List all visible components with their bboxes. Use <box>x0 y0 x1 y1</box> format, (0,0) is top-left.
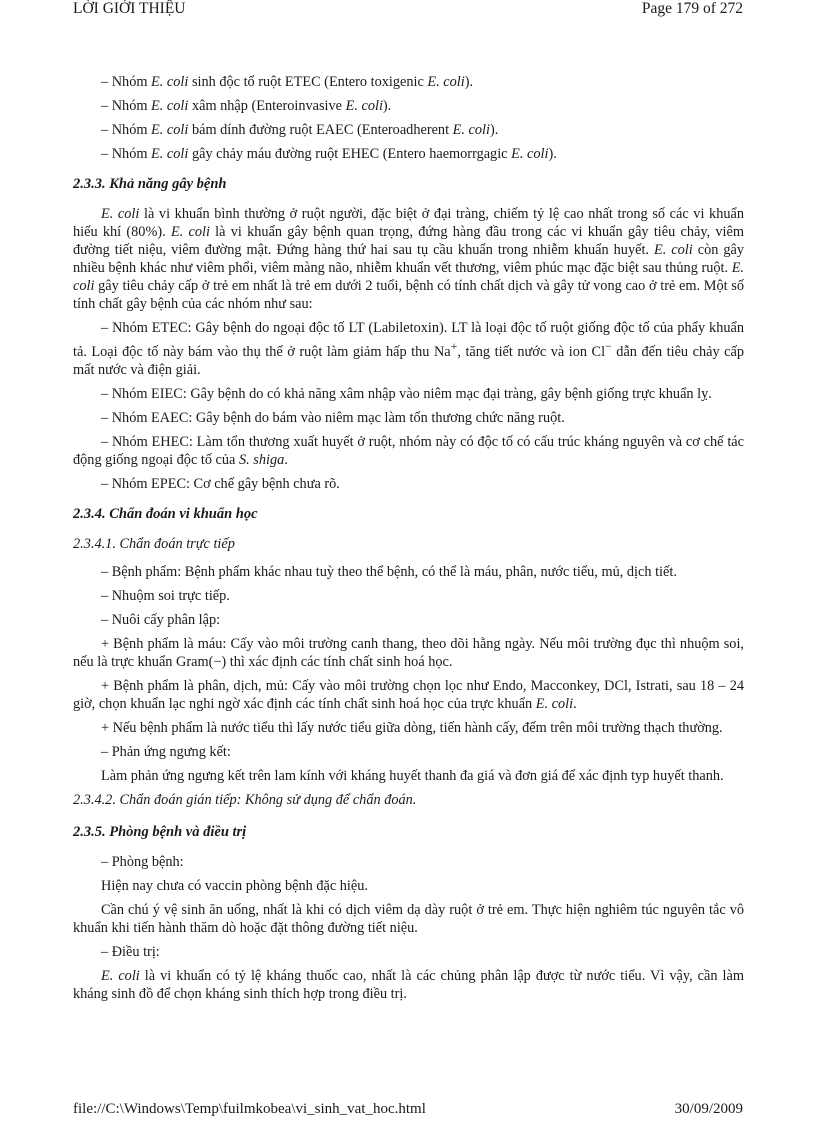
section-heading: 2.3.4. Chẩn đoán vi khuẩn học <box>73 505 258 522</box>
list-item: – Nhóm E. coli gây chảy máu đường ruột EHEC (Entero haemorrgagic E. coli). <box>101 146 557 162</box>
paragraph: – Nuôi cấy phân lập: <box>101 611 221 628</box>
paragraph: – Nhóm EIEC: Gây bệnh do có khả năng xâm nhập vào niêm mạc đại tràng, gây bệnh giống trực khuẩn lỵ. <box>101 385 712 402</box>
paragraph: – Điều trị: <box>101 943 160 960</box>
paragraph: – Nhóm ETEC: Gây bệnh do ngoại độc tố LT (Labiletoxin). LT là loại độc tố ruột giống độc tố của phẩy khuẩn tả. Loại độc tố này bám vào thụ thể ở ruột làm giảm hấp thu Na+, tăng tiết nước và ion Cl− dẫn đến tiêu chảy cấp mất nước và điện giải. <box>73 320 744 378</box>
list-item: – Nhóm E. coli sinh độc tố ruột ETEC (Entero toxigenic E. coli). <box>101 74 474 90</box>
paragraph: – Nhuộm soi trực tiếp. <box>101 587 230 604</box>
page-header <box>73 0 743 22</box>
paragraph: – Nhóm EHEC: Làm tổn thương xuất huyết ở ruột, nhóm này có độc tố có cấu trúc kháng nguyên và cơ chế tác động giống ngoại độc tố của S. shiga. <box>73 433 744 468</box>
paragraph: Cần chú ý vệ sinh ăn uống, nhất là khi có dịch viêm dạ dày ruột ở trẻ em. Thực hiện nghiêm túc nguyên tắc vô khuẩn khi tiến hành thăm dò hoặc đặt thông đường tiết niệu. <box>73 901 744 936</box>
paragraph: Hiện nay chưa có vaccin phòng bệnh đặc hiệu. <box>101 877 368 894</box>
header-title: LỜI GIỚI THIỆU <box>73 0 186 17</box>
paragraph: Làm phản ứng ngưng kết trên lam kính với kháng huyết thanh đa giá và đơn giá để xác định typ huyết thanh. <box>101 767 724 784</box>
paragraph: – Bệnh phẩm: Bệnh phẩm khác nhau tuỳ theo thể bệnh, có thể là máu, phân, nước tiểu, mủ, dịch tiết. <box>101 563 677 580</box>
paragraph: + Nếu bệnh phẩm là nước tiểu thì lấy nước tiểu giữa dòng, tiến hành cấy, đếm trên môi trường thạch thường. <box>101 719 723 736</box>
paragraph: E. coli là vi khuẩn có tỷ lệ kháng thuốc cao, nhất là các chủng phân lập được từ nước tiểu. Vì vậy, cần làm kháng sinh đồ để chọn kháng sinh thích hợp trong điều trị. <box>73 967 744 1002</box>
list-item: – Nhóm E. coli bám dính đường ruột EAEC (Enteroadherent E. coli). <box>101 122 499 138</box>
paragraph: + Bệnh phẩm là máu: Cấy vào môi trường canh thang, theo dõi hằng ngày. Nếu môi trường đục thì nhuộm soi, nếu là trực khuẩn Gram(−) thì xác định các tính chất sinh hoá học. <box>73 635 744 670</box>
file-path: file://C:\Windows\Temp\fuilmkobea\vi_sinh_vat_hoc.html <box>73 1101 426 1117</box>
subsection-heading: 2.3.4.2. Chẩn đoán gián tiếp: Không sử dụng để chẩn đoán. <box>73 791 417 808</box>
paragraph: E. coli là vi khuẩn bình thường ở ruột người, đặc biệt ở đại tràng, chiếm tỷ lệ cao nhất trong số các vi khuẩn hiếu khí (80%). E. coli là vi khuẩn gây bệnh quan trọng, đứng hàng đầu trong các vi khuẩn gây tiêu chảy, viêm đường tiết niệu, viêm đường mật. Đứng hàng thứ hai sau tụ cầu khuẩn trong nhiễm khuẩn huyết. E. coli còn gây nhiều bệnh khác như viêm phổi, viêm màng não, nhiễm khuẩn vết thương, viêm phúc mạc đặc biệt sau thủng ruột. E. coli gây tiêu chảy cấp ở trẻ em nhất là trẻ em dưới 2 tuổi, bệnh có tính chất dịch và gây tử vong cao ở trẻ em. Một số tính chất gây bệnh của các nhóm như sau: <box>73 206 744 312</box>
paragraph: + Bệnh phẩm là phân, dịch, mủ: Cấy vào môi trường chọn lọc như Endo, Macconkey, DCl, Istrati, sau 18 – 24 giờ, chọn khuẩn lạc nghi ngờ xác định các tính chất sinh hoá học của trực khuẩn E. coli. <box>73 677 744 712</box>
subsection-heading: 2.3.4.1. Chẩn đoán trực tiếp <box>73 535 235 552</box>
paragraph: – Phòng bệnh: <box>101 853 184 870</box>
page-footer <box>73 1101 743 1118</box>
paragraph: – Phản ứng ngưng kết: <box>101 743 231 760</box>
section-heading: 2.3.5. Phòng bệnh và điều trị <box>73 823 247 840</box>
paragraph: – Nhóm EPEC: Cơ chế gây bệnh chưa rõ. <box>101 475 340 492</box>
print-date: 30/09/2009 <box>674 1101 743 1117</box>
list-item: – Nhóm E. coli xâm nhập (Enteroinvasive E. coli). <box>101 98 392 114</box>
page-number: Page 179 of 272 <box>641 0 743 17</box>
document-body <box>73 73 744 1009</box>
section-heading: 2.3.3. Khả năng gây bệnh <box>73 176 227 192</box>
paragraph: – Nhóm EAEC: Gây bệnh do bám vào niêm mạc làm tổn thương chức năng ruột. <box>101 409 565 426</box>
